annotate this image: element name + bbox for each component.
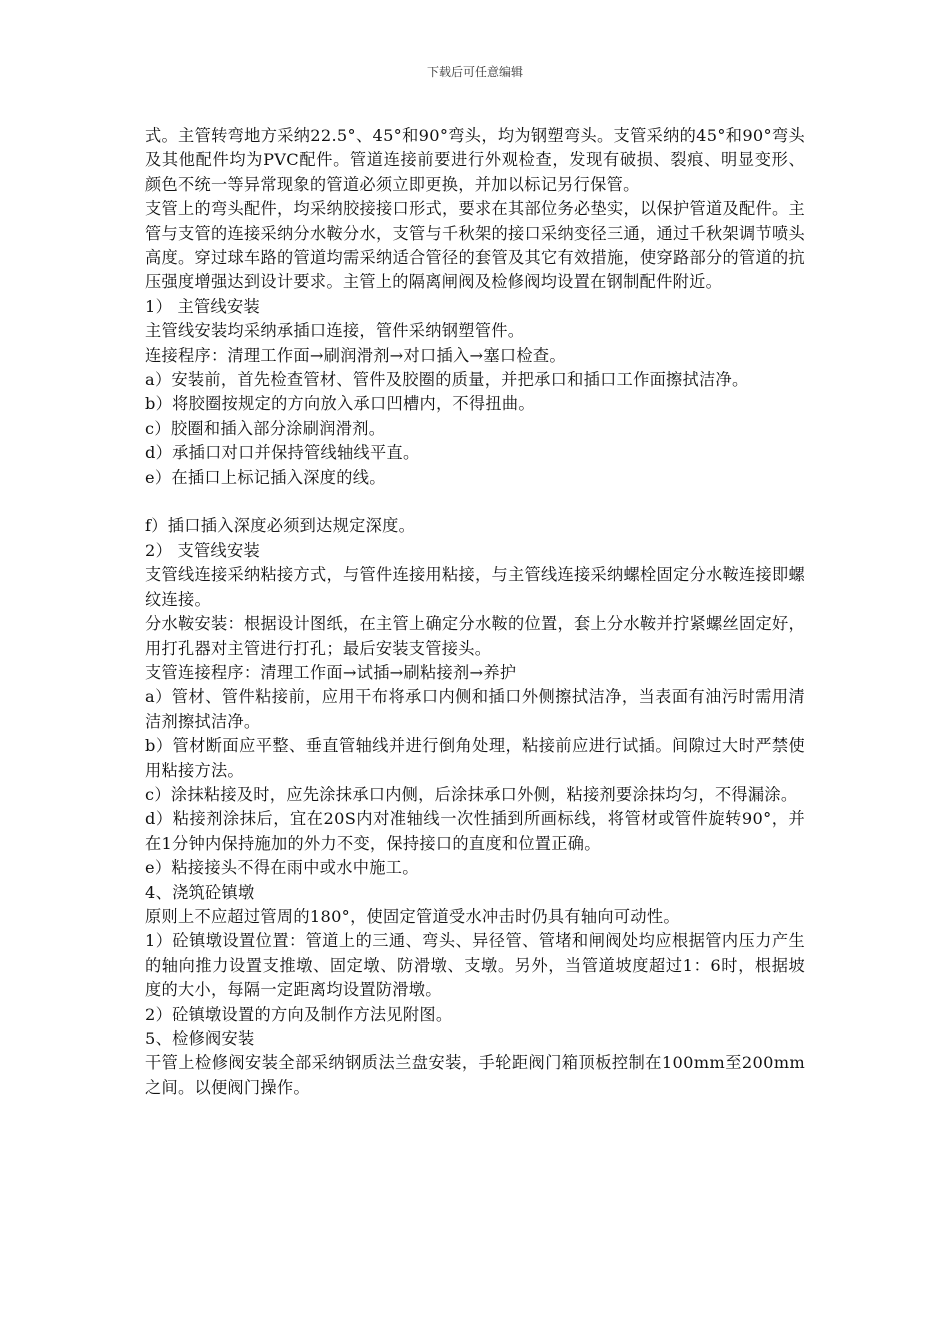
- section-heading: 2） 支管线安装: [145, 540, 260, 560]
- paragraph: 主管线安装均采纳承插口连接，管件采纳钢塑管件。: [145, 321, 525, 341]
- list-item: f）插口插入深度必须到达规定深度。: [145, 516, 416, 536]
- list-item: e）在插口上标记插入深度的线。: [145, 467, 386, 487]
- list-item: 2）砼镇墩设置的方向及制作方法见附图。: [145, 1004, 453, 1024]
- list-item: 1）砼镇墩设置位置：管道上的三通、弯头、异径管、管堵和闸阀处均应根据管内压力产生的轴向推力设置支推墩、固定墩、防滑墩、支墩。另外，当管道坡度超过1：6时，根据坡度的大小，每隔一定距离均设置防滑墩。: [145, 931, 805, 1000]
- list-item: d）承插口对口并保持管线轴线平直。: [145, 443, 420, 463]
- section-heading: 5、检修阀安装: [145, 1029, 255, 1049]
- paragraph: 支管上的弯头配件，均采纳胶接接口形式，要求在其部位务必垫实，以保护管道及配件。主管与支管的连接采纳分水鞍分水，支管与千秋架的接口采纳变径三通，通过千秋架调节喷头高度。穿过球车路的管道均需采纳适合管径的套管及其它有效措施，使穿路部分的管道的抗压强度增强达到设计要求。主管上的隔离闸阀及检修阀均设置在钢制配件附近。: [145, 199, 805, 292]
- paragraph: 干管上检修阀安装全部采纳钢质法兰盘安装，手轮距阀门箱顶板控制在100mm至200mm之间。以便阀门操作。: [145, 1053, 805, 1097]
- list-item: e）粘接接头不得在雨中或水中施工。: [145, 858, 419, 878]
- list-item: c）胶圈和插入部分涂刷润滑剂。: [145, 418, 386, 438]
- section-heading: 1） 主管线安装: [145, 296, 260, 316]
- list-item: a）管材、管件粘接前，应用干布将承口内侧和插口外侧擦拭洁净，当表面有油污时需用清洁剂擦拭洁净。: [145, 687, 805, 731]
- paragraph: 式。主管转弯地方采纳22.5°、45°和90°弯头，均为钢塑弯头。支管采纳的45°和90°弯头及其他配件均为PVC配件。管道连接前要进行外观检查，发现有破损、裂痕、明显变形、颜色不统一等异常现象的管道必须立即更换，并加以标记另行保管。: [145, 126, 805, 194]
- page-header: 下载后可任意编辑: [426, 65, 523, 79]
- list-item: a）安装前，首先检查管材、管件及胶圈的质量，并把承口和插口工作面擦拭洁净。: [145, 370, 749, 390]
- paragraph: 支管线连接采纳粘接方式，与管件连接用粘接，与主管线连接采纳螺栓固定分水鞍连接即螺纹连接。: [145, 565, 805, 609]
- section-heading: 4、浇筑砼镇墩: [145, 882, 255, 902]
- list-item: c）涂抹粘接及时，应先涂抹承口内侧，后涂抹承口外侧，粘接剂要涂抹均匀，不得漏涂。: [145, 784, 798, 804]
- document-body: [145, 124, 805, 1100]
- blank-line: [145, 490, 805, 514]
- list-item: d）粘接剂涂抹后，宜在20S内对准轴线一次性插到所画标线，将管材或管件旋转90°，并在1分钟内保持施加的外力不变，保持接口的直度和位置正确。: [145, 809, 805, 853]
- paragraph: 支管连接程序：清理工作面→试插→刷粘接剂→养护: [145, 662, 517, 682]
- paragraph: 连接程序：清理工作面→刷润滑剂→对口插入→塞口检查。: [145, 345, 566, 365]
- paragraph: 分水鞍安装：根据设计图纸，在主管上确定分水鞍的位置，套上分水鞍并拧紧螺丝固定好，用打孔器对主管进行打孔；最后安装支管接头。: [145, 614, 805, 658]
- list-item: b）将胶圈按规定的方向放入承口凹槽内，不得扭曲。: [145, 394, 535, 414]
- paragraph: 原则上不应超过管周的180°，使固定管道受水冲击时仍具有轴向可动性。: [145, 906, 680, 926]
- list-item: b）管材断面应平整、垂直管轴线并进行倒角处理，粘接前应进行试插。间隙过大时严禁使用粘接方法。: [145, 736, 805, 780]
